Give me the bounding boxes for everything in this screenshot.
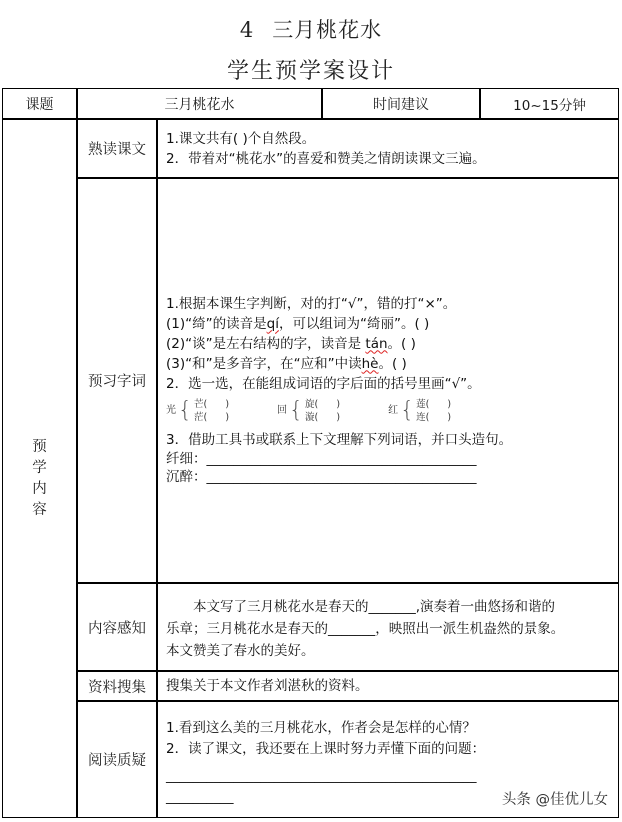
lesson-title-text: 三月桃花水	[272, 18, 383, 42]
section-label-char: 内	[32, 480, 47, 497]
pinyin: tán	[365, 335, 388, 352]
time-label: 时间建议	[373, 96, 429, 113]
brace-icon: {	[178, 397, 192, 423]
vocab-q1-item: (3)“和”是多音字，在“应和”中读hè。( )	[166, 355, 407, 372]
choice-group	[277, 398, 340, 424]
choice-option[interactable]: 茫( )	[194, 411, 230, 423]
choice-option[interactable]: 漩( )	[305, 411, 341, 423]
section-label-preview-content	[3, 120, 76, 817]
choice-group	[388, 398, 451, 424]
vocab-q3-item: 纤细：________________________________________	[166, 450, 477, 467]
row-label-reading: 熟读课文	[88, 142, 146, 158]
topic-label: 课题	[25, 96, 54, 113]
answer-line: ______________________________________________	[166, 767, 477, 784]
vocab-q3-item: 沉醉：________________________________________	[166, 468, 477, 485]
section-label-char: 容	[32, 501, 47, 518]
brace-icon: {	[289, 397, 304, 423]
reading-line: 1.课文共有( )个自然段。	[166, 130, 316, 147]
choice-group	[166, 398, 229, 424]
vocab-q3-title: 3．借助工具书或联系上下文理解下列词语，并口头造句。	[166, 431, 513, 448]
questions-line: 1.看到这么美的三月桃花水，作者会是怎样的心情？	[166, 719, 476, 736]
pinyin: qí	[266, 315, 279, 332]
choice-option[interactable]: 旋( )	[305, 398, 341, 410]
vocab-q2-title: 2．选一选，在能组成词语的字后面的括号里画“√”。	[166, 375, 481, 392]
perception-content	[158, 584, 618, 670]
time-value: 10~15分钟	[513, 97, 586, 114]
document-subtitle: 学生预学案设计	[226, 59, 395, 84]
choice-root: 红	[388, 404, 399, 416]
reading-line: 2．带着对“桃花水”的喜爱和赞美之情朗读课文三遍。	[166, 150, 486, 167]
perception-line: 本文赞美了春水的美好。	[166, 643, 315, 659]
lesson-number: 4	[239, 18, 255, 42]
perception-line: 乐章；三月桃花水是春天的_______，映照出一派生机盎然的景象。	[166, 621, 565, 637]
answer-line: __________	[166, 788, 234, 805]
perception-line: 本文写了三月桃花水是春天的_______,演奏着一曲悠扬和谐的	[166, 599, 556, 615]
row-label-questions: 阅读质疑	[88, 753, 146, 769]
choice-root: 回	[277, 404, 288, 416]
section-label-char: 预	[32, 438, 47, 455]
choice-option[interactable]: 芒( )	[194, 398, 230, 410]
row-label-perception: 内容感知	[88, 620, 146, 637]
topic-value: 三月桃花水	[164, 96, 235, 113]
research-content: 搜集关于本文作者刘湛秋的资料。	[166, 678, 369, 694]
section-label-char: 学	[32, 459, 47, 476]
questions-line: 2．读了课文，我还要在上课时努力弄懂下面的问题：	[166, 740, 486, 757]
vocab-q1-item: (1)“绮”的读音是qí，可以组词为“绮丽”。( )	[166, 315, 430, 332]
reading-content	[158, 120, 618, 177]
choice-option[interactable]: 莲( )	[416, 398, 452, 410]
vocab-q1-item: (2)“谈”是左右结构的字，读音是 tán。( )	[166, 335, 416, 352]
row-label-vocab: 预习字词	[88, 374, 146, 390]
lesson-title	[0, 14, 622, 44]
vocab-q1-title: 1.根据本课生字判断，对的打“√”，错的打“×”。	[166, 295, 457, 312]
preview-table	[2, 88, 619, 818]
pinyin: hè	[361, 355, 379, 372]
vocab-content	[158, 179, 618, 582]
choice-option[interactable]: 连( )	[416, 411, 452, 423]
vocab-q2-choices	[166, 398, 512, 424]
brace-icon: {	[400, 397, 415, 423]
choice-root: 光	[166, 404, 176, 416]
row-label-research: 资料搜集	[88, 679, 146, 696]
watermark: 头条 @佳优儿女	[501, 792, 608, 808]
